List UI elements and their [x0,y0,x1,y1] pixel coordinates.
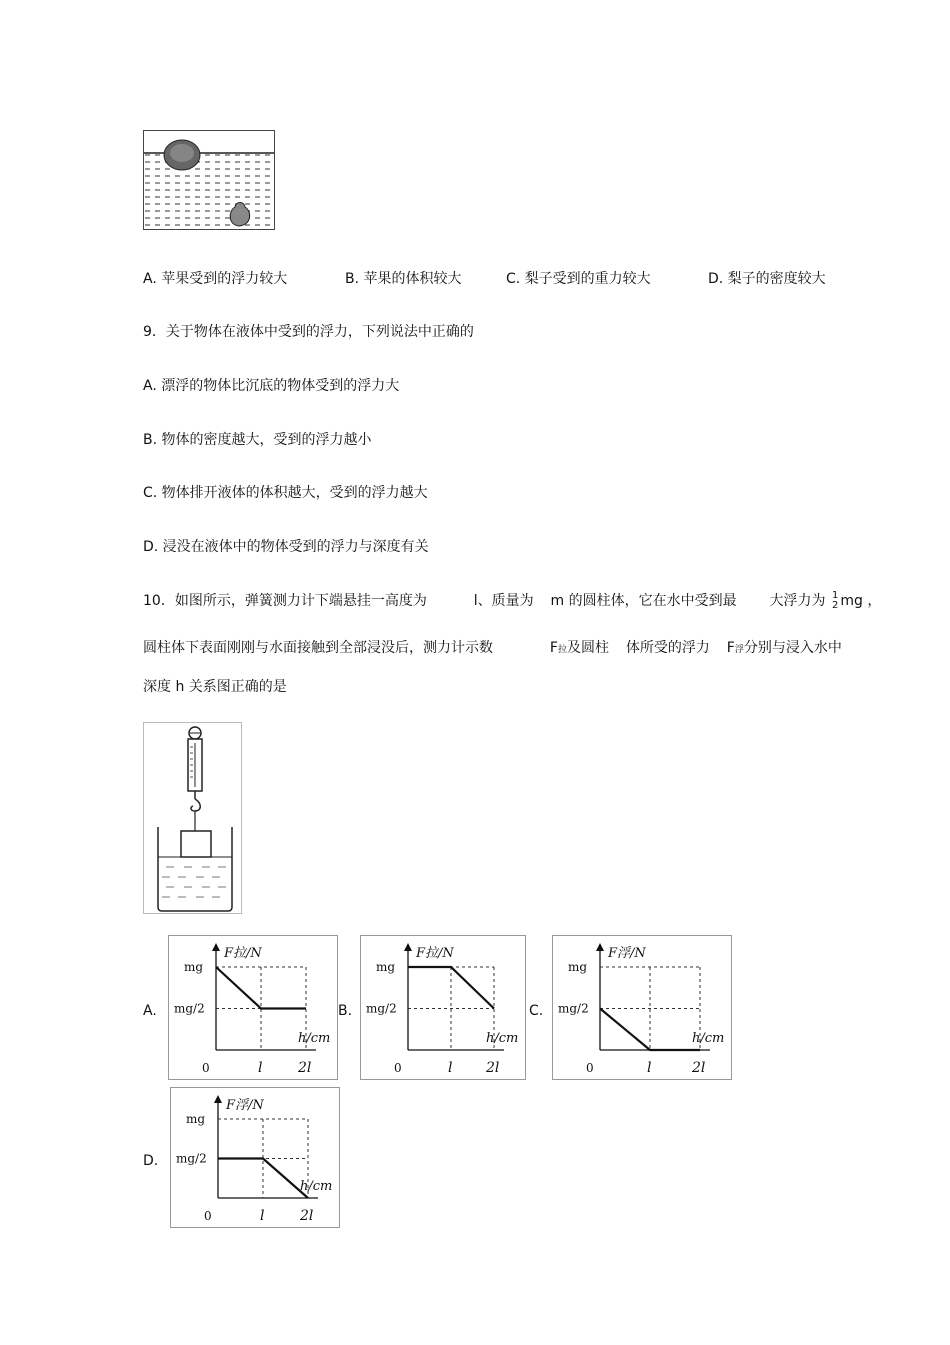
tick-label-2l: 2l [692,1060,706,1076]
q9-option-c: C. 物体排开液体的体积越大，受到的浮力越大 [143,485,428,501]
graph-svg [168,935,338,1080]
q10-stem-line2: 圆柱体下表面刚刚与水面接触到全部浸没后，测力计示数 F拉及圆柱 体所受的浮力 F浮分别与浸入水中 [143,640,842,656]
x-axis-label: h/cm [298,1031,331,1046]
apple-pear-figure [143,130,275,230]
graph-svg [360,935,526,1080]
q10-stem-line1: 10．如图所示，弹簧测力计下端悬挂一高度为 l、质量为 m 的圆柱体，它在水中受到最 大浮力为 1 2 mg ， [143,590,882,611]
y-axis-arrow [596,943,604,951]
tick-label-l: l [260,1208,265,1224]
x-axis-label: h/cm [692,1031,725,1046]
spring-scale-illustration [144,723,241,913]
tick-label-mg-half: mg/2 [174,1001,205,1016]
q9-option-a: A. 漂浮的物体比沉底的物体受到的浮力大 [143,378,400,394]
q8-option-d: D. 梨子的密度较大 [708,271,826,287]
q9-stem: 9．关于物体在液体中受到的浮力，下列说法中正确的 [143,324,474,340]
tick-label-2l: 2l [300,1208,314,1224]
graph-option-c [552,935,732,1080]
graph-option-a [168,935,338,1080]
tick-label-mg: mg [186,1112,206,1126]
q9-option-d: D. 浸没在液体中的物体受到的浮力与深度有关 [143,539,429,555]
apple-pear-illustration [144,131,274,229]
tick-label-origin: 0 [394,1061,402,1075]
tick-label-mg: mg [184,960,204,974]
y-axis-label: F拉/N [224,946,262,961]
graph-option-b [360,935,526,1080]
graph-option-d [170,1087,340,1228]
spring-scale-figure [143,722,242,914]
tick-label-origin: 0 [204,1209,212,1223]
tick-label-l: l [647,1060,652,1076]
q10-option-label-a: A. [143,1003,157,1019]
y-axis-label: F拉/N [416,946,454,961]
tick-label-origin: 0 [202,1061,210,1075]
y-axis-arrow [214,1095,222,1103]
graph-svg [552,935,732,1080]
q8-option-c: C. 梨子受到的重力较大 [506,271,651,287]
tick-label-origin: 0 [586,1061,594,1075]
x-axis-label: h/cm [486,1031,519,1046]
x-axis-label: h/cm [300,1179,333,1194]
y-axis-label: F浮/N [608,946,646,961]
tick-label-2l: 2l [486,1060,500,1076]
q8-option-a: A. 苹果受到的浮力较大 [143,271,288,287]
tick-label-mg-half: mg/2 [558,1001,589,1016]
tick-label-mg: mg [568,960,588,974]
y-axis-arrow [212,943,220,951]
q10-option-label-b: B. [338,1003,353,1019]
tick-label-l: l [448,1060,453,1076]
y-axis-label: F浮/N [226,1098,264,1113]
q8-option-b: B. 苹果的体积较大 [345,271,462,287]
q9-option-b: B. 物体的密度越大，受到的浮力越小 [143,432,372,448]
tick-label-l: l [258,1060,263,1076]
tick-label-2l: 2l [298,1060,312,1076]
q10-option-label-d: D. [143,1153,159,1169]
tick-label-mg-half: mg/2 [366,1001,397,1016]
y-axis-arrow [404,943,412,951]
tick-label-mg: mg [376,960,396,974]
q10-stem-line3: 深度 h 关系图正确的是 [143,679,287,695]
tick-label-mg-half: mg/2 [176,1151,207,1166]
cylinder-shape [181,831,211,857]
q10-option-label-c: C. [529,1003,544,1019]
fraction-half: 1 2 [831,590,839,611]
graph-svg [170,1087,340,1228]
